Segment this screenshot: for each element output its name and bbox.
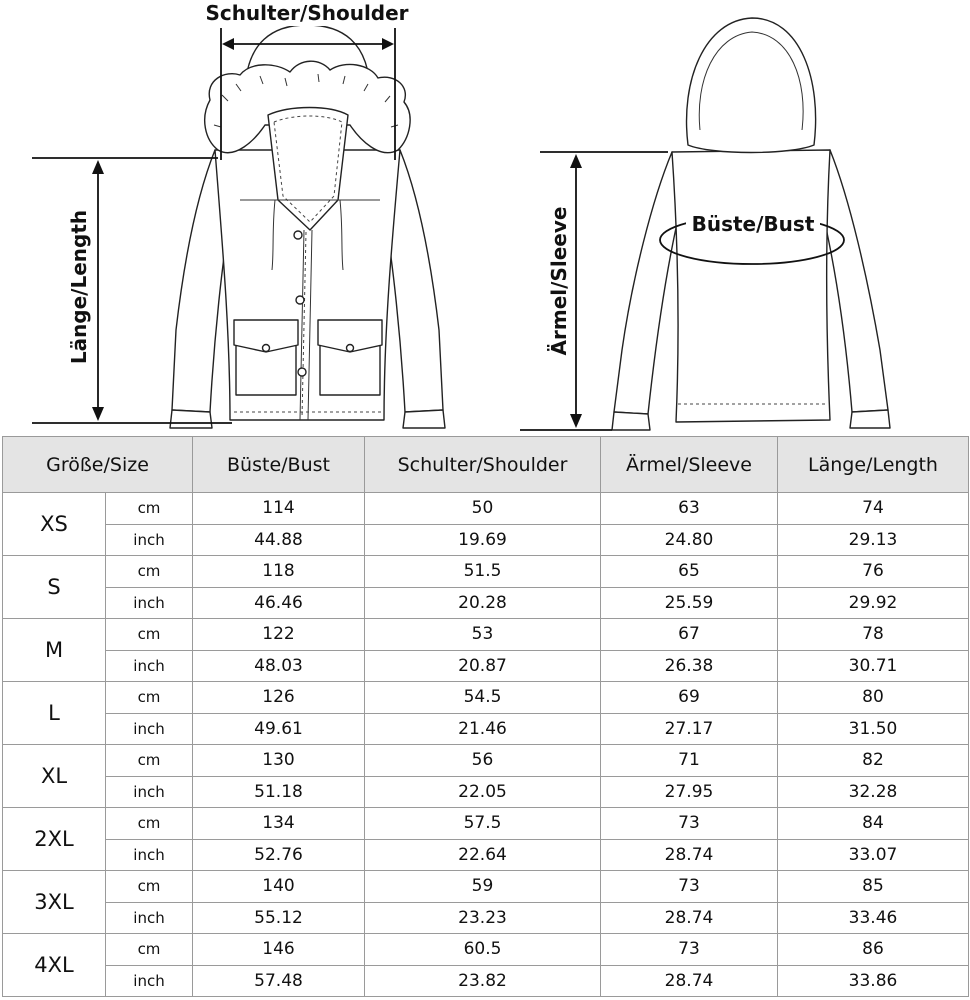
- sleeve-value: 73: [601, 808, 778, 840]
- sleeve-value: 67: [601, 619, 778, 651]
- unit-label: cm: [106, 934, 193, 966]
- size-label: 2XL: [3, 808, 106, 871]
- length-value: 33.86: [778, 965, 969, 997]
- bust-value: 44.88: [193, 524, 365, 556]
- sleeve-value: 28.74: [601, 839, 778, 871]
- sleeve-value: 73: [601, 871, 778, 903]
- unit-label: inch: [106, 524, 193, 556]
- bust-value: 134: [193, 808, 365, 840]
- length-value: 84: [778, 808, 969, 840]
- header-sleeve: Ärmel/Sleeve: [601, 437, 778, 493]
- size-label: XL: [3, 745, 106, 808]
- bust-value: 122: [193, 619, 365, 651]
- shoulder-value: 57.5: [365, 808, 601, 840]
- shoulder-value: 51.5: [365, 556, 601, 588]
- shoulder-value: 53: [365, 619, 601, 651]
- bust-value: 49.61: [193, 713, 365, 745]
- size-label: L: [3, 682, 106, 745]
- sleeve-value: 27.95: [601, 776, 778, 808]
- table-row: [3, 587, 969, 619]
- unit-label: inch: [106, 650, 193, 682]
- unit-label: cm: [106, 808, 193, 840]
- table-row: [3, 556, 969, 588]
- shoulder-value: 54.5: [365, 682, 601, 714]
- header-bust: Büste/Bust: [193, 437, 365, 493]
- table-row: [3, 713, 969, 745]
- bust-value: 130: [193, 745, 365, 777]
- length-value: 32.28: [778, 776, 969, 808]
- sleeve-value: 27.17: [601, 713, 778, 745]
- length-value: 82: [778, 745, 969, 777]
- bust-value: 118: [193, 556, 365, 588]
- sleeve-value: 65: [601, 556, 778, 588]
- unit-label: inch: [106, 713, 193, 745]
- shoulder-value: 59: [365, 871, 601, 903]
- table-row: [3, 745, 969, 777]
- measurement-diagram: [0, 0, 970, 435]
- table-row: [3, 524, 969, 556]
- bust-value: 51.18: [193, 776, 365, 808]
- unit-label: inch: [106, 965, 193, 997]
- length-value: 29.92: [778, 587, 969, 619]
- unit-label: cm: [106, 745, 193, 777]
- header-shoulder: Schulter/Shoulder: [365, 437, 601, 493]
- unit-label: inch: [106, 587, 193, 619]
- size-label: S: [3, 556, 106, 619]
- length-value: 76: [778, 556, 969, 588]
- bust-value: 48.03: [193, 650, 365, 682]
- unit-label: inch: [106, 902, 193, 934]
- shoulder-value: 56: [365, 745, 601, 777]
- size-label: XS: [3, 493, 106, 556]
- unit-label: cm: [106, 682, 193, 714]
- size-label: 4XL: [3, 934, 106, 997]
- shoulder-value: 20.28: [365, 587, 601, 619]
- shoulder-label: Schulter/Shoulder: [205, 1, 409, 25]
- bust-value: 55.12: [193, 902, 365, 934]
- bust-value: 114: [193, 493, 365, 525]
- shoulder-value: 60.5: [365, 934, 601, 966]
- unit-label: cm: [106, 619, 193, 651]
- table-body: [3, 493, 969, 997]
- sleeve-label: Ärmel/Sleeve: [547, 206, 571, 356]
- bust-value: 140: [193, 871, 365, 903]
- length-value: 33.46: [778, 902, 969, 934]
- table-row: [3, 619, 969, 651]
- unit-label: cm: [106, 493, 193, 525]
- shoulder-value: 21.46: [365, 713, 601, 745]
- shoulder-value: 19.69: [365, 524, 601, 556]
- unit-label: cm: [106, 556, 193, 588]
- table-header-row: [3, 437, 969, 493]
- table-row: [3, 965, 969, 997]
- length-value: 30.71: [778, 650, 969, 682]
- sleeve-value: 25.59: [601, 587, 778, 619]
- table-row: [3, 839, 969, 871]
- sleeve-value: 26.38: [601, 650, 778, 682]
- size-label: 3XL: [3, 871, 106, 934]
- unit-label: inch: [106, 776, 193, 808]
- shoulder-value: 20.87: [365, 650, 601, 682]
- bust-value: 52.76: [193, 839, 365, 871]
- sleeve-value: 69: [601, 682, 778, 714]
- bust-value: 57.48: [193, 965, 365, 997]
- table-row: [3, 934, 969, 966]
- unit-label: inch: [106, 839, 193, 871]
- table-row: [3, 871, 969, 903]
- shoulder-value: 22.05: [365, 776, 601, 808]
- table-row: [3, 682, 969, 714]
- header-length: Länge/Length: [778, 437, 969, 493]
- length-value: 85: [778, 871, 969, 903]
- table-row: [3, 493, 969, 525]
- header-size: Größe/Size: [3, 437, 193, 493]
- length-value: 33.07: [778, 839, 969, 871]
- length-value: 78: [778, 619, 969, 651]
- table-row: [3, 650, 969, 682]
- bust-value: 146: [193, 934, 365, 966]
- sleeve-value: 71: [601, 745, 778, 777]
- shoulder-value: 50: [365, 493, 601, 525]
- sleeve-value: 73: [601, 934, 778, 966]
- shoulder-value: 22.64: [365, 839, 601, 871]
- length-label: Länge/Length: [67, 209, 91, 365]
- bust-label: Büste/Bust: [691, 212, 815, 236]
- jacket-front-illustration: [170, 25, 445, 428]
- length-value: 74: [778, 493, 969, 525]
- length-value: 29.13: [778, 524, 969, 556]
- unit-label: cm: [106, 871, 193, 903]
- sleeve-value: 24.80: [601, 524, 778, 556]
- sleeve-value: 28.74: [601, 965, 778, 997]
- shoulder-value: 23.82: [365, 965, 601, 997]
- size-label: M: [3, 619, 106, 682]
- shoulder-value: 23.23: [365, 902, 601, 934]
- length-value: 80: [778, 682, 969, 714]
- table-row: [3, 808, 969, 840]
- sleeve-value: 28.74: [601, 902, 778, 934]
- size-chart-table: [2, 436, 969, 997]
- bust-value: 126: [193, 682, 365, 714]
- sleeve-value: 63: [601, 493, 778, 525]
- length-value: 31.50: [778, 713, 969, 745]
- table-row: [3, 776, 969, 808]
- table-row: [3, 902, 969, 934]
- bust-value: 46.46: [193, 587, 365, 619]
- length-value: 86: [778, 934, 969, 966]
